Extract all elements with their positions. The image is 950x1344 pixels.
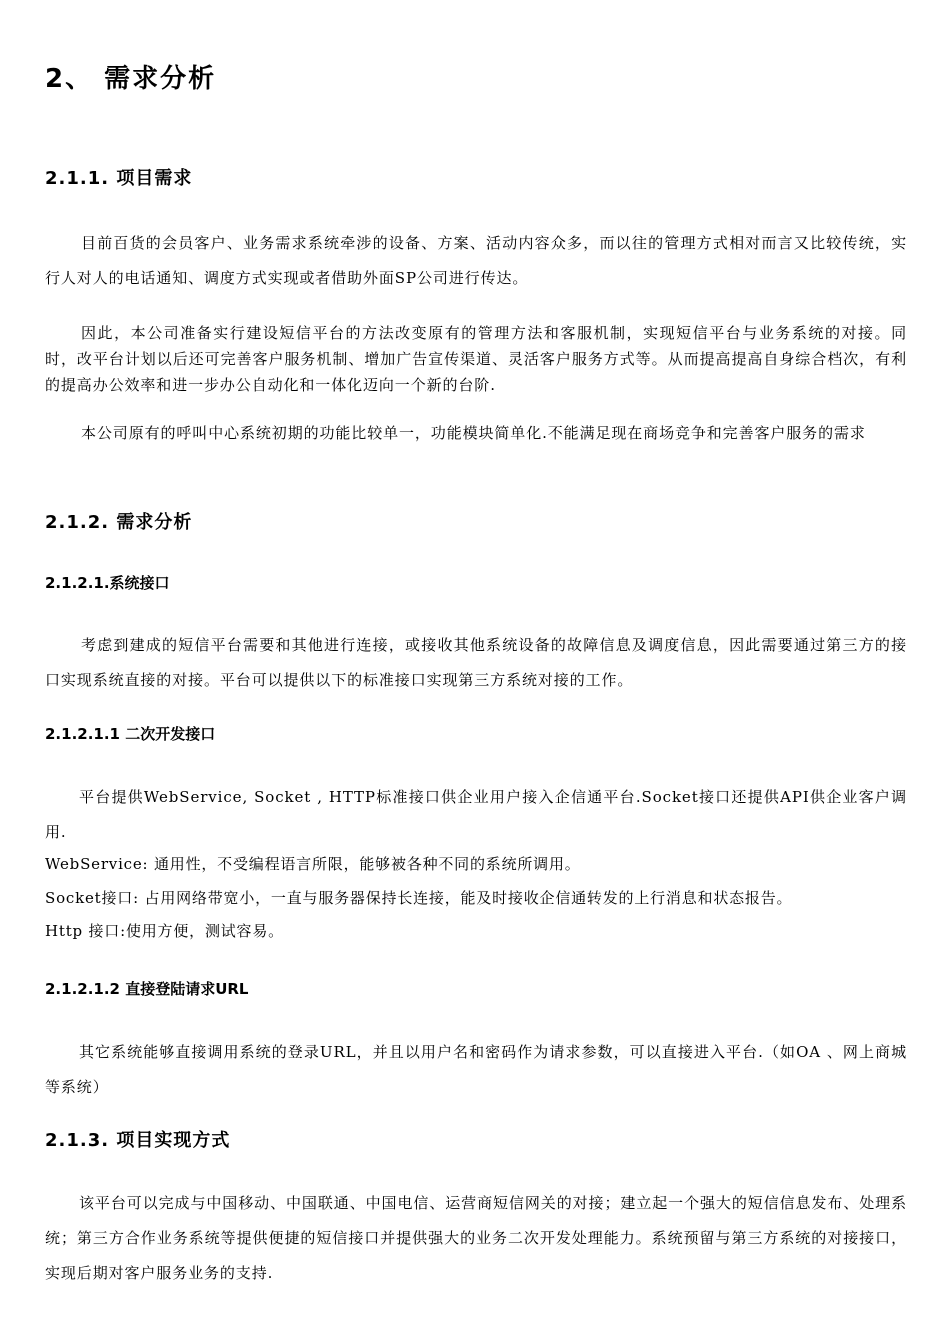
subsection-title-dev-interface: 2.1.2.1.1 二次开发接口 [45,725,216,743]
paragraph-current-state: 目前百货的会员客户、业务需求系统牵涉的设备、方案、活动内容众多，而以往的管理方式相对而言又比较传统，实行人对人的电话通知、调度方式实现或者借助外面SP公司进行传达。 [45,234,907,287]
section-title-2-1-2: 2.1.2. 需求分析 [45,512,193,533]
section-title-2-1-1: 2.1.1. 项目需求 [45,168,193,189]
subsection-title-login-url: 2.1.2.1.2 直接登陆请求URL [45,980,249,998]
section-title-2-1-3: 2.1.3. 项目实现方式 [45,1130,231,1151]
paragraph-implementation: 该平台可以完成与中国移动、中国联通、中国电信、运营商短信网关的对接；建立起一个强大的短信信息发布、处理系统；第三方合作业务系统等提供便捷的短信接口并提供强大的业务二次开发处理能力。系统预留与第三方系统的对接接口，实现后期对客户服务业务的支持. [45,1194,907,1282]
paragraph-plan: 因此，本公司准备实行建设短信平台的方法改变原有的管理方法和客服机制，实现短信平台与业务系统的对接。同时，改平台计划以后还可完善客户服务机制、增加广告宣传渠道、灵活客户服务方式等。从而提高提高自身综合档次，有利的提高办公效率和进一步办公自动化和一体化迈向一个新的台阶. [45,324,907,394]
paragraph-dev-interface: 平台提供WebService, Socket , HTTP标准接口供企业用户接入企信通平台.Socket接口还提供API供企业客户调用. [45,788,907,841]
paragraph-system-interface: 考虑到建成的短信平台需要和其他进行连接，或接收其他系统设备的故障信息及调度信息，因此需要通过第三方的接口实现系统直接的对接。平台可以提供以下的标准接口实现第三方系统对接的工作。 [45,636,907,689]
paragraph-login-url: 其它系统能够直接调用系统的登录URL，并且以用户名和密码作为请求参数，可以直接进入平台.（如OA 、网上商城等系统） [45,1043,907,1096]
subsection-title-system-interface: 2.1.2.1.系统接口 [45,574,170,592]
http-line: Http 接口:使用方便，测试容易。 [45,922,284,940]
socket-line: Socket接口: 占用网络带宽小，一直与服务器保持长连接，能及时接收企信通转发的上行消息和状态报告。 [45,889,793,907]
webservice-line: WebService: 通用性，不受编程语言所限，能够被各种不同的系统所调用。 [45,855,581,873]
page-heading: 2、 需求分析 [45,64,217,94]
paragraph-call-center: 本公司原有的呼叫中心系统初期的功能比较单一，功能模块简单化.不能满足现在商场竞争和完善客户服务的需求 [81,424,866,442]
